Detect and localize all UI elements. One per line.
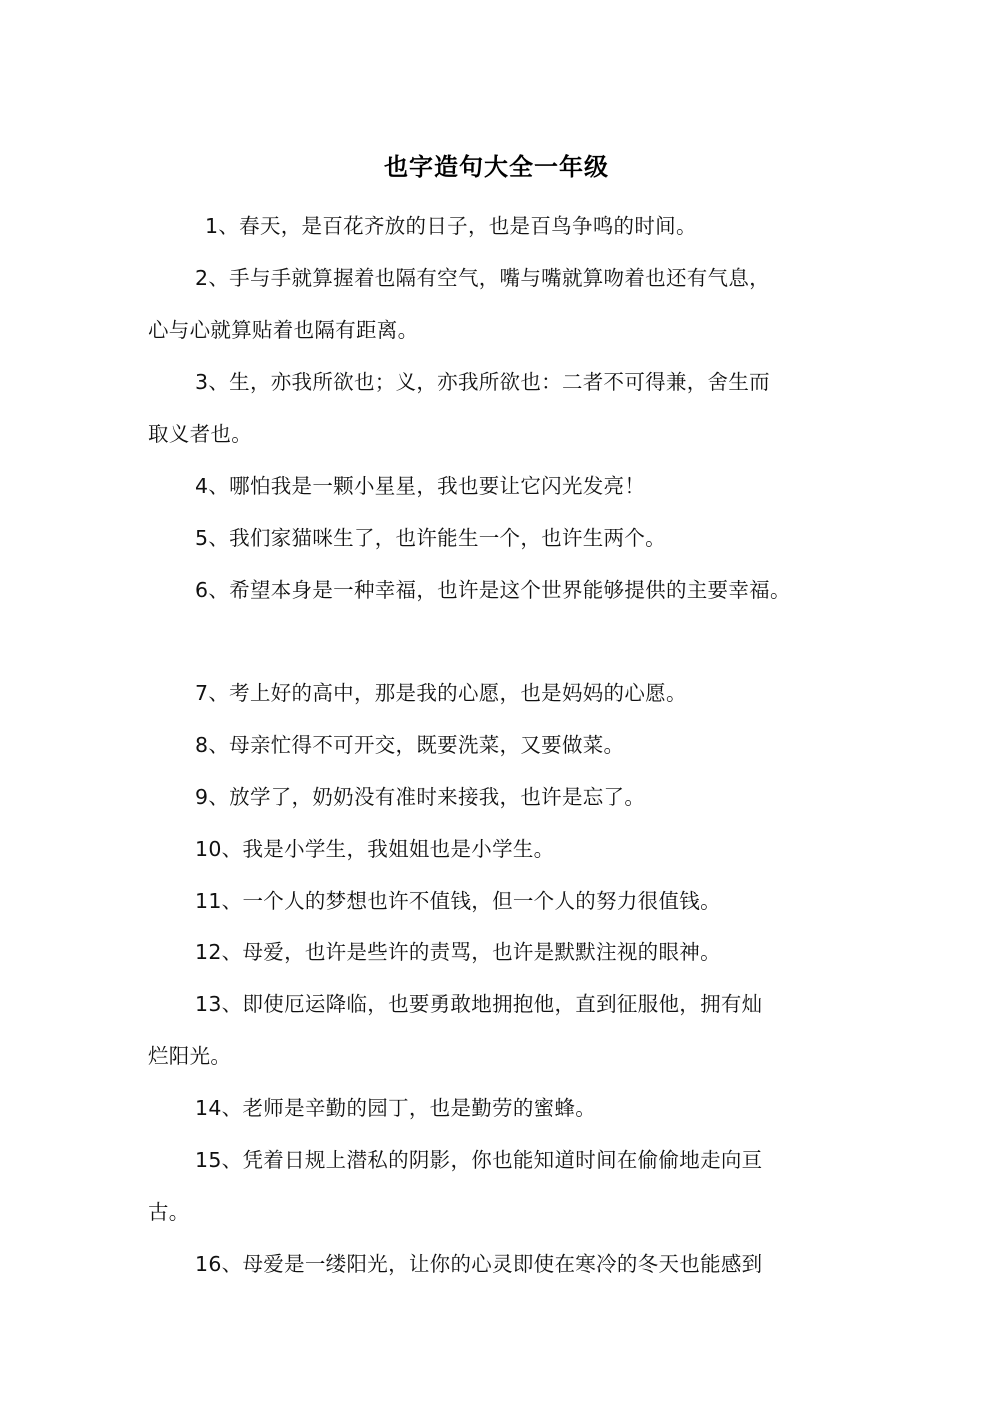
sentence-5: 5、我们家猫咪生了，也许能生一个，也许生两个。 [195,526,666,550]
sentence-13: 13、即使厄运降临，也要勇敢地拥抱他，直到征服他，拥有灿 [195,992,763,1016]
sentence-1: 1、春天，是百花齐放的日子，也是百鸟争鸣的时间。 [205,214,697,238]
sentence-15: 15、凭着日规上潜私的阴影，你也能知道时间在偷偷地走向亘 [195,1148,763,1172]
sentence-9: 9、放学了，奶奶没有准时来接我，也许是忘了。 [195,785,646,809]
sentence-13-continuation: 烂阳光。 [148,1044,232,1068]
sentence-16: 16、母爱是一缕阳光，让你的心灵即使在寒冷的冬天也能感到 [195,1252,763,1276]
sentence-2-continuation: 心与心就算贴着也隔有距离。 [148,318,419,342]
sentence-6: 6、希望本身是一种幸福，也许是这个世界能够提供的主要幸福。 [195,578,791,602]
sentence-11: 11、一个人的梦想也许不值钱，但一个人的努力很值钱。 [195,889,721,913]
sentence-10: 10、我是小学生，我姐姐也是小学生。 [195,837,555,861]
sentence-7: 7、考上好的高中，那是我的心愿，也是妈妈的心愿。 [195,681,687,705]
sentence-3-continuation: 取义者也。 [148,422,252,446]
sentence-3: 3、生，亦我所欲也；义，亦我所欲也：二者不可得兼，舍生而 [195,370,770,394]
sentence-8: 8、母亲忙得不可开交，既要洗菜，又要做菜。 [195,733,625,757]
sentence-12: 12、母爱，也许是些许的责骂，也许是默默注视的眼神。 [195,940,721,964]
document-title: 也字造句大全一年级 [384,153,609,181]
sentence-2: 2、手与手就算握着也隔有空气，嘴与嘴就算吻着也还有气息， [195,266,770,290]
sentence-14: 14、老师是辛勤的园丁，也是勤劳的蜜蜂。 [195,1096,597,1120]
sentence-4: 4、哪怕我是一颗小星星，我也要让它闪光发亮！ [195,474,646,498]
sentence-15-continuation: 古。 [148,1200,190,1224]
